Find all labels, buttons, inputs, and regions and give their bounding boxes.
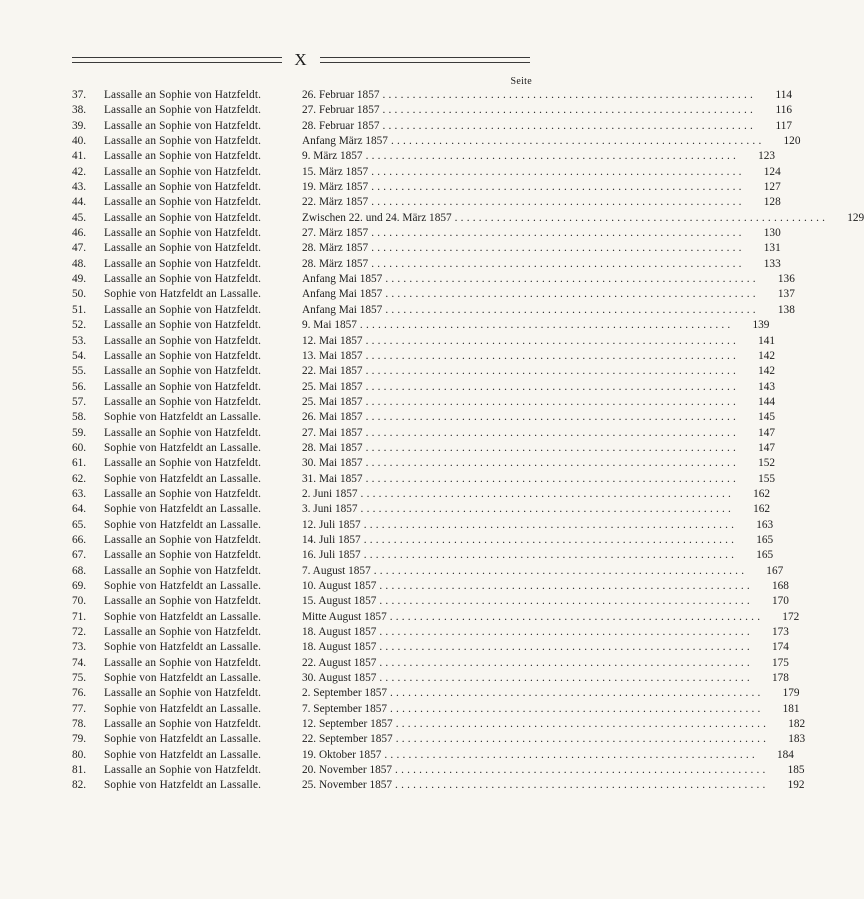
entry-correspondents: Lassalle an Sophie von Hatzfeldt. [104, 211, 262, 224]
entry-correspondents: Sophie von Hatzfeldt an Lassalle. [104, 779, 262, 792]
toc-entry [72, 380, 776, 395]
entry-page-number: 183 [788, 733, 806, 746]
entry-date: 9. März 1857 [302, 150, 363, 163]
entry-page-number: 145 [758, 411, 776, 424]
entry-date: 3. Juni 1857 [302, 503, 358, 516]
entry-correspondents: Lassalle an Sophie von Hatzfeldt. [104, 150, 262, 163]
entry-date: 18. August 1857 [302, 641, 377, 654]
entry-correspondents: Lassalle an Sophie von Hatzfeldt. [104, 135, 262, 148]
entry-date: Anfang März 1857 [302, 135, 388, 148]
entry-correspondents: Lassalle an Sophie von Hatzfeldt. [104, 764, 262, 777]
entry-number: 79. [72, 733, 87, 746]
toc-entry [72, 717, 806, 732]
entry-page-number: 165 [756, 549, 774, 562]
entry-number: 57. [72, 395, 87, 408]
entry-date: 19. Oktober 1857 [302, 748, 382, 761]
entry-correspondents: Sophie von Hatzfeldt an Lassalle. [104, 702, 262, 715]
entry-number: 67. [72, 549, 87, 562]
entry-number: 65. [72, 518, 87, 531]
entry-page-number: 184 [776, 748, 794, 761]
entry-date: 2. September 1857 [302, 687, 388, 700]
entry-date: 7. September 1857 [302, 702, 388, 715]
entry-number: 41. [72, 150, 87, 163]
dot-leader: .............................................................. [379, 656, 753, 669]
entry-date: Anfang Mai 1857 [302, 288, 383, 301]
dot-leader: .............................................................. [360, 487, 735, 500]
dot-leader: .............................................................. [395, 764, 769, 777]
toc-entry [72, 180, 781, 195]
entry-correspondents: Sophie von Hatzfeldt an Lassalle. [104, 580, 262, 592]
header-rule-right [320, 57, 530, 63]
entry-date: 12. Juli 1857 [302, 518, 361, 531]
entry-date: 22. August 1857 [302, 656, 377, 669]
dot-leader: .............................................................. [395, 733, 770, 746]
dot-leader: .............................................................. [365, 349, 740, 362]
entry-number: 54. [72, 349, 87, 362]
toc-entry [72, 763, 805, 778]
toc-entry [72, 686, 800, 701]
entry-correspondents: Sophie von Hatzfeldt an Lassalle. [104, 610, 262, 623]
entry-page-number: 136 [777, 273, 795, 286]
entry-date: 25. November 1857 [302, 779, 393, 792]
entry-page-number: 175 [771, 656, 789, 669]
toc-entry [72, 702, 800, 717]
entry-date: 20. November 1857 [302, 764, 393, 777]
entry-date: 13. Mai 1857 [302, 349, 363, 362]
toc-entry [72, 456, 776, 471]
entry-number: 81. [72, 764, 87, 777]
entry-number: 52. [72, 319, 87, 332]
toc-entry [72, 441, 776, 456]
toc-entry [72, 564, 784, 579]
toc-entry [72, 594, 789, 609]
entry-page-number: 147 [758, 441, 776, 454]
toc-entry [72, 257, 781, 272]
toc-entry [72, 303, 795, 318]
entry-correspondents: Lassalle an Sophie von Hatzfeldt. [104, 349, 262, 362]
entry-correspondents: Lassalle an Sophie von Hatzfeldt. [104, 257, 262, 270]
entry-number: 37. [72, 89, 87, 101]
entry-number: 66. [72, 533, 87, 546]
entry-date: 14. Juli 1857 [302, 533, 361, 546]
entry-page-number: 162 [753, 503, 771, 516]
entry-correspondents: Sophie von Hatzfeldt an Lassalle. [104, 472, 262, 485]
entry-number: 47. [72, 242, 87, 255]
entry-date: 28. Mai 1857 [302, 441, 363, 454]
entry-number: 42. [72, 165, 87, 178]
dot-leader: .............................................................. [365, 395, 740, 408]
entry-page-number: 182 [788, 718, 806, 731]
entry-date: Anfang Mai 1857 [302, 273, 383, 286]
dot-leader: .............................................................. [363, 518, 738, 531]
page-header [72, 50, 530, 70]
entry-page-number: 170 [771, 595, 789, 608]
dot-leader: .............................................................. [382, 119, 757, 132]
entry-correspondents: Sophie von Hatzfeldt an Lassalle. [104, 503, 262, 516]
entry-correspondents: Lassalle an Sophie von Hatzfeldt. [104, 380, 262, 393]
entry-number: 60. [72, 441, 87, 454]
entry-page-number: 117 [775, 119, 793, 132]
entry-date: 25. Mai 1857 [302, 380, 363, 393]
entry-date: 27. Mai 1857 [302, 426, 363, 439]
entry-correspondents: Sophie von Hatzfeldt an Lassalle. [104, 641, 262, 654]
entry-number: 46. [72, 227, 87, 240]
toc-entry [72, 134, 801, 149]
dot-leader: .............................................................. [365, 441, 740, 454]
entry-page-number: 152 [758, 457, 776, 470]
entry-number: 82. [72, 779, 87, 792]
toc-entry [72, 502, 771, 517]
dot-leader: .............................................................. [379, 641, 753, 654]
toc-entry [72, 579, 789, 594]
entry-correspondents: Lassalle an Sophie von Hatzfeldt. [104, 457, 262, 470]
entry-correspondents: Lassalle an Sophie von Hatzfeldt. [104, 365, 262, 378]
entry-number: 74. [72, 656, 87, 669]
entry-number: 49. [72, 273, 87, 286]
entry-correspondents: Lassalle an Sophie von Hatzfeldt. [104, 89, 262, 101]
entry-correspondents: Sophie von Hatzfeldt an Lassalle. [104, 411, 262, 424]
entry-date: 27. Februar 1857 [302, 104, 380, 117]
entry-correspondents: Lassalle an Sophie von Hatzfeldt. [104, 426, 262, 439]
entry-date: Zwischen 22. und 24. März 1857 [302, 211, 452, 224]
dot-leader: .............................................................. [390, 135, 765, 148]
entry-page-number: 123 [758, 150, 776, 163]
entry-correspondents: Sophie von Hatzfeldt an Lassalle. [104, 441, 262, 454]
entry-correspondents: Lassalle an Sophie von Hatzfeldt. [104, 487, 262, 500]
entry-page-number: 155 [758, 472, 776, 485]
entry-page-number: 192 [787, 779, 805, 792]
entry-number: 62. [72, 472, 87, 485]
toc-entry [72, 119, 793, 134]
seite-column-label: Seite [510, 76, 532, 87]
entry-correspondents: Sophie von Hatzfeldt an Lassalle. [104, 748, 262, 761]
header-rule-left [72, 57, 282, 63]
toc-entry [72, 487, 771, 502]
entry-correspondents: Lassalle an Sophie von Hatzfeldt. [104, 165, 262, 178]
entry-date: 7. August 1857 [302, 564, 371, 577]
toc-entry [72, 533, 774, 548]
entry-correspondents: Lassalle an Sophie von Hatzfeldt. [104, 319, 262, 332]
toc-entry [72, 149, 776, 164]
entry-date: 26. Februar 1857 [302, 89, 380, 101]
entry-page-number: 142 [758, 365, 776, 378]
entry-number: 51. [72, 303, 87, 316]
dot-leader: .............................................................. [365, 334, 740, 347]
entry-page-number: 162 [753, 487, 771, 500]
entry-number: 64. [72, 503, 87, 516]
entry-page-number: 137 [777, 288, 795, 301]
dot-leader: .............................................................. [382, 104, 757, 117]
dot-leader: .............................................................. [360, 503, 735, 516]
entry-number: 38. [72, 104, 87, 117]
dot-leader: .............................................................. [359, 319, 734, 332]
entry-date: 15. März 1857 [302, 165, 369, 178]
entry-page-number: 181 [782, 702, 800, 715]
entry-page-number: 165 [756, 533, 774, 546]
dot-leader: .............................................................. [382, 89, 757, 101]
entry-date: 22. März 1857 [302, 196, 369, 209]
entry-correspondents: Sophie von Hatzfeldt an Lassalle. [104, 733, 262, 746]
entry-number: 39. [72, 119, 87, 132]
dot-leader: .............................................................. [395, 718, 770, 731]
entry-correspondents: Lassalle an Sophie von Hatzfeldt. [104, 273, 262, 286]
dot-leader: .............................................................. [363, 549, 738, 562]
entry-date: 15. August 1857 [302, 595, 377, 608]
entry-page-number: 174 [771, 641, 789, 654]
entry-page-number: 147 [758, 426, 776, 439]
entry-number: 48. [72, 257, 87, 270]
entry-date: 28. März 1857 [302, 257, 369, 270]
entry-page-number: 172 [782, 610, 800, 623]
dot-leader: .............................................................. [365, 411, 740, 424]
entry-correspondents: Sophie von Hatzfeldt an Lassalle. [104, 518, 262, 531]
entry-page-number: 127 [763, 181, 781, 194]
entry-page-number: 131 [763, 242, 781, 255]
entry-number: 53. [72, 334, 87, 347]
dot-leader: .............................................................. [385, 273, 759, 286]
entry-number: 77. [72, 702, 87, 715]
entry-date: Anfang Mai 1857 [302, 303, 383, 316]
dot-leader: .............................................................. [365, 426, 740, 439]
entry-page-number: 129 [847, 211, 864, 224]
entry-correspondents: Lassalle an Sophie von Hatzfeldt. [104, 533, 262, 546]
entry-date: 18. August 1857 [302, 626, 377, 639]
entry-date: 22. Mai 1857 [302, 365, 363, 378]
entry-page-number: 144 [758, 395, 776, 408]
toc-entry [72, 272, 795, 287]
entry-number: 50. [72, 288, 87, 301]
entry-correspondents: Lassalle an Sophie von Hatzfeldt. [104, 718, 262, 731]
toc-entry [72, 165, 781, 180]
page-number-roman: X [294, 50, 308, 69]
entry-number: 71. [72, 610, 87, 623]
toc-entry [72, 318, 770, 333]
entry-correspondents: Lassalle an Sophie von Hatzfeldt. [104, 564, 262, 577]
dot-leader: .............................................................. [384, 748, 758, 761]
entry-correspondents: Sophie von Hatzfeldt an Lassalle. [104, 672, 262, 685]
dot-leader: .............................................................. [379, 626, 753, 639]
entry-date: 26. Mai 1857 [302, 411, 363, 424]
entry-number: 76. [72, 687, 87, 700]
toc-entry [72, 410, 776, 425]
dot-leader: .............................................................. [365, 365, 740, 378]
toc-entry [72, 732, 806, 747]
entry-number: 80. [72, 748, 87, 761]
toc-entry [72, 472, 776, 487]
entry-number: 44. [72, 196, 87, 209]
entry-page-number: 173 [771, 626, 789, 639]
entry-number: 61. [72, 457, 87, 470]
toc-entry [72, 671, 789, 686]
entry-number: 58. [72, 411, 87, 424]
dot-leader: .............................................................. [373, 564, 748, 577]
entry-page-number: 185 [787, 764, 805, 777]
entry-page-number: 124 [763, 165, 781, 178]
entry-page-number: 116 [775, 104, 793, 117]
entry-correspondents: Lassalle an Sophie von Hatzfeldt. [104, 196, 262, 209]
toc-entry [72, 426, 776, 441]
dot-leader: .............................................................. [454, 211, 829, 224]
toc-entry [72, 640, 789, 655]
toc-entry [72, 518, 774, 533]
entry-date: Mitte August 1857 [302, 610, 387, 623]
entry-page-number: 114 [775, 89, 793, 101]
entry-date: 9. Mai 1857 [302, 319, 357, 332]
entry-page-number: 179 [782, 687, 800, 700]
entry-correspondents: Lassalle an Sophie von Hatzfeldt. [104, 687, 262, 700]
entry-date: 25. Mai 1857 [302, 395, 363, 408]
entry-number: 59. [72, 426, 87, 439]
dot-leader: .............................................................. [389, 610, 764, 623]
entry-correspondents: Lassalle an Sophie von Hatzfeldt. [104, 395, 262, 408]
entry-correspondents: Lassalle an Sophie von Hatzfeldt. [104, 656, 262, 669]
entry-date: 10. August 1857 [302, 580, 377, 592]
entry-number: 69. [72, 580, 87, 592]
toc-entry [72, 656, 789, 671]
toc-entry [72, 226, 781, 241]
dot-leader: .............................................................. [365, 472, 740, 485]
entry-date: 2. Juni 1857 [302, 487, 358, 500]
toc-entry [72, 395, 776, 410]
dot-leader: .............................................................. [371, 257, 745, 270]
toc-entry [72, 287, 795, 302]
entry-correspondents: Sophie von Hatzfeldt an Lassalle. [104, 288, 262, 301]
entry-date: 16. Juli 1857 [302, 549, 361, 562]
toc-entry [72, 364, 776, 379]
entry-page-number: 143 [758, 380, 776, 393]
entry-page-number: 163 [756, 518, 774, 531]
entry-number: 63. [72, 487, 87, 500]
entry-date: 19. März 1857 [302, 181, 369, 194]
entry-correspondents: Lassalle an Sophie von Hatzfeldt. [104, 303, 262, 316]
toc-entry [72, 88, 793, 103]
toc-entry [72, 195, 781, 210]
entry-page-number: 167 [766, 564, 784, 577]
entry-number: 40. [72, 135, 87, 148]
dot-leader: .............................................................. [371, 242, 745, 255]
entry-page-number: 133 [763, 257, 781, 270]
entry-number: 68. [72, 564, 87, 577]
dot-leader: .............................................................. [390, 687, 764, 700]
dot-leader: .............................................................. [365, 380, 740, 393]
toc-entry [72, 241, 781, 256]
entry-page-number: 178 [771, 672, 789, 685]
dot-leader: .............................................................. [371, 227, 745, 240]
entry-date: 27. März 1857 [302, 227, 369, 240]
entry-number: 45. [72, 211, 87, 224]
entry-correspondents: Lassalle an Sophie von Hatzfeldt. [104, 227, 262, 240]
dot-leader: .............................................................. [371, 196, 745, 209]
dot-leader: .............................................................. [385, 303, 759, 316]
entry-date: 12. September 1857 [302, 718, 393, 731]
entry-page-number: 120 [783, 135, 801, 148]
entry-page-number: 138 [777, 303, 795, 316]
entry-number: 73. [72, 641, 87, 654]
entry-number: 75. [72, 672, 87, 685]
entry-date: 31. Mai 1857 [302, 472, 363, 485]
toc-entry [72, 610, 800, 625]
entry-date: 12. Mai 1857 [302, 334, 363, 347]
dot-leader: .............................................................. [371, 181, 745, 194]
entry-date: 28. Februar 1857 [302, 119, 380, 132]
entry-page-number: 128 [763, 196, 781, 209]
toc-entry [72, 625, 789, 640]
toc-entry [72, 748, 794, 763]
toc-entry [72, 103, 793, 118]
dot-leader: .............................................................. [379, 672, 753, 685]
dot-leader: .............................................................. [365, 457, 740, 470]
entry-date: 30. Mai 1857 [302, 457, 363, 470]
entry-page-number: 139 [752, 319, 770, 332]
entry-correspondents: Lassalle an Sophie von Hatzfeldt. [104, 626, 262, 639]
entry-correspondents: Lassalle an Sophie von Hatzfeldt. [104, 549, 262, 562]
dot-leader: .............................................................. [371, 165, 745, 178]
dot-leader: .............................................................. [365, 150, 740, 163]
entry-number: 43. [72, 181, 87, 194]
toc-entry [72, 548, 774, 563]
entry-correspondents: Lassalle an Sophie von Hatzfeldt. [104, 119, 262, 132]
dot-leader: .............................................................. [390, 702, 764, 715]
entry-date: 22. September 1857 [302, 733, 393, 746]
entry-correspondents: Lassalle an Sophie von Hatzfeldt. [104, 181, 262, 194]
dot-leader: .............................................................. [379, 595, 753, 608]
toc-entry [72, 334, 776, 349]
entry-date: 28. März 1857 [302, 242, 369, 255]
entry-number: 78. [72, 718, 87, 731]
entry-correspondents: Lassalle an Sophie von Hatzfeldt. [104, 242, 262, 255]
toc-entry [72, 778, 805, 793]
entry-date: 30. August 1857 [302, 672, 377, 685]
entry-page-number: 130 [763, 227, 781, 240]
entry-number: 56. [72, 380, 87, 393]
entry-correspondents: Lassalle an Sophie von Hatzfeldt. [104, 334, 262, 347]
dot-leader: .............................................................. [379, 580, 753, 592]
toc-entry [72, 349, 776, 364]
entry-number: 70. [72, 595, 87, 608]
table-of-contents [72, 88, 864, 794]
dot-leader: .............................................................. [395, 779, 769, 792]
entry-page-number: 142 [758, 349, 776, 362]
entry-correspondents: Lassalle an Sophie von Hatzfeldt. [104, 595, 262, 608]
entry-page-number: 141 [758, 334, 776, 347]
entry-number: 72. [72, 626, 87, 639]
dot-leader: .............................................................. [385, 288, 759, 301]
toc-entry [72, 211, 864, 226]
entry-correspondents: Lassalle an Sophie von Hatzfeldt. [104, 104, 262, 117]
entry-number: 55. [72, 365, 87, 378]
dot-leader: .............................................................. [363, 533, 738, 546]
entry-page-number: 168 [771, 580, 789, 592]
